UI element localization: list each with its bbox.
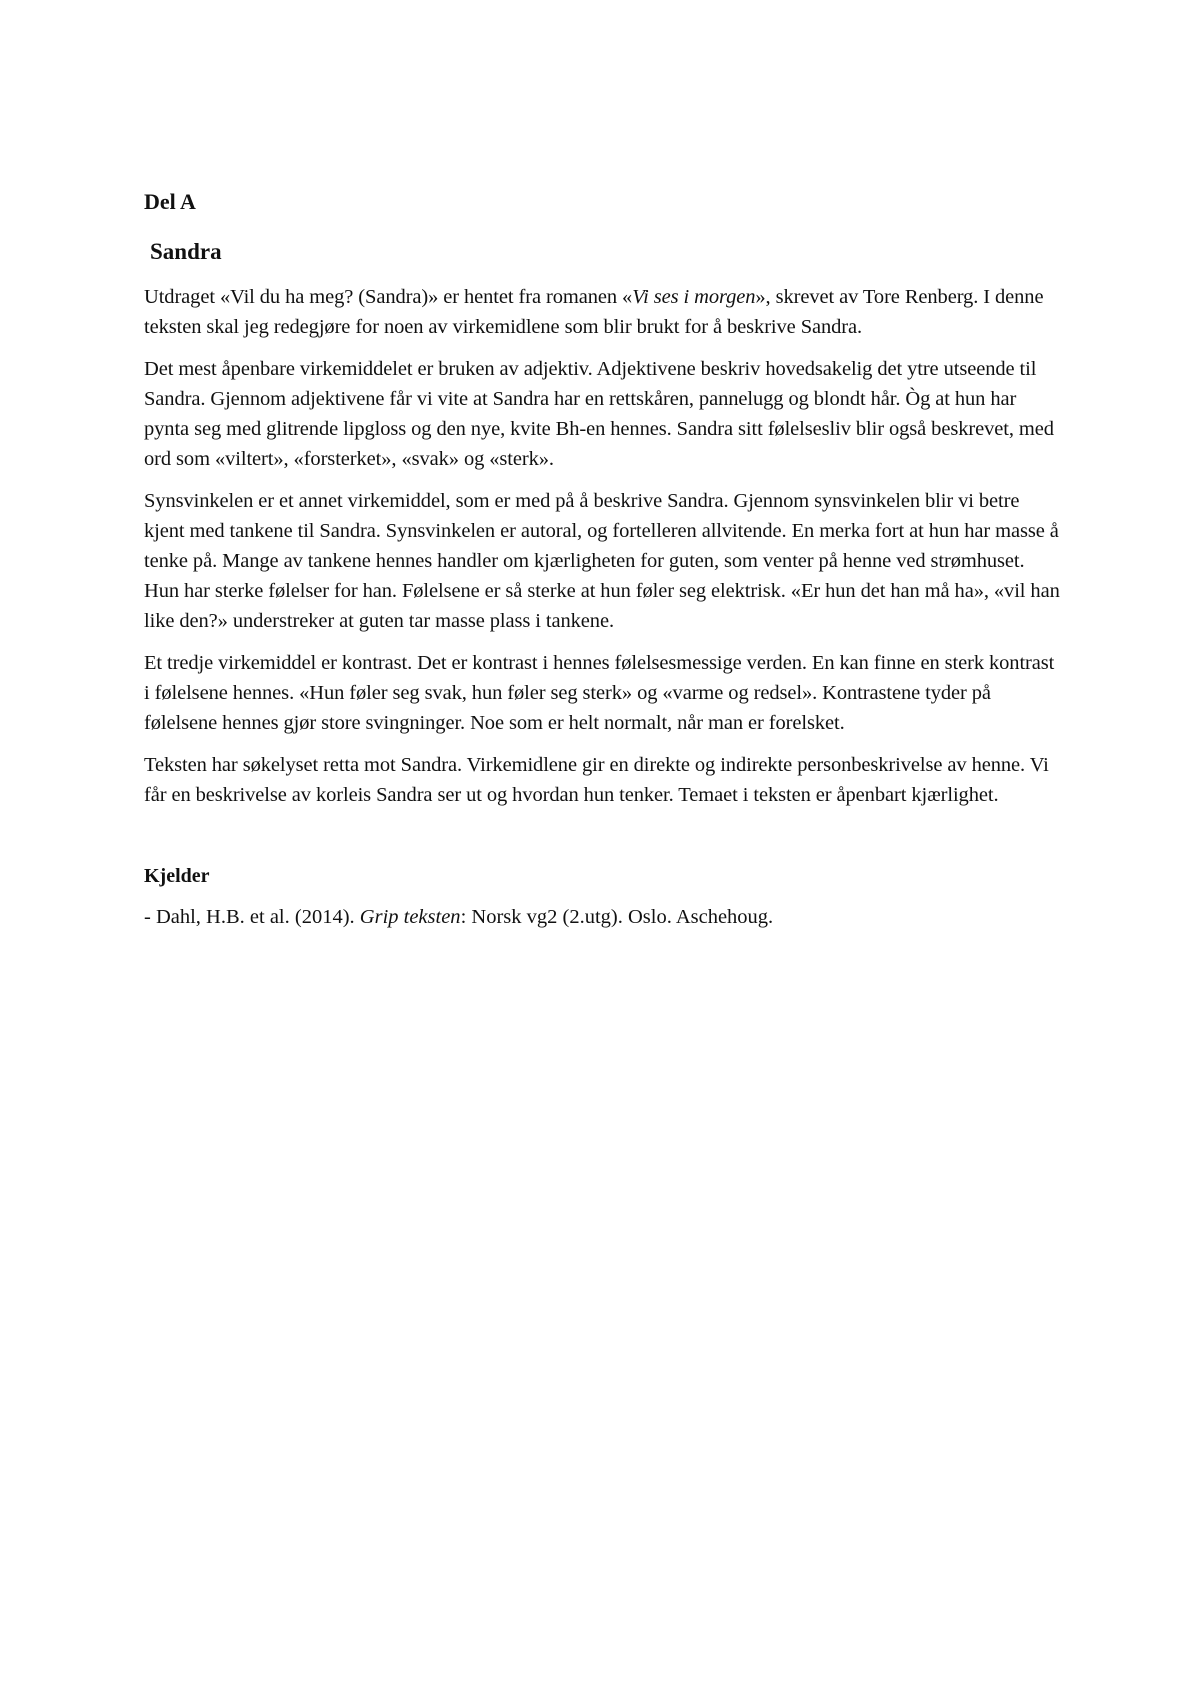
document-title: Sandra [150,239,222,264]
source-book-title: Grip teksten [359,906,461,928]
source-publisher: : Norsk vg2 (2.utg). Oslo. Aschehoug. [460,906,774,928]
source-entry [144,902,1064,932]
intro-text-start: Utdraget «Vil du ha meg? (Sandra)» er hentet fra romanen « [144,286,633,308]
source-authors: - Dahl, H.B. et al. (2014). [144,906,360,928]
book-title: Vi ses i morgen [632,286,756,308]
sources-heading: Kjelder [144,865,210,887]
intro-paragraph [144,282,1064,342]
paragraph-conclusion: Teksten har søkelyset retta mot Sandra. Virkemidlene gir en direkte og indirekte personbeskrivelse av henne. Vi får en beskrivelse av korleis Sandra ser ut og hvordan hun tenker. Temaet i teksten er åpenbart kjærlighet. [144,754,1049,806]
intro-text-end: », skrevet av Tore Renberg. I denne teksten skal jeg redegjøre for noen av virkemidlene som blir brukt for å beskrive Sandra. [144,286,1044,338]
document-body [144,188,1064,932]
section-heading: Del A [144,189,196,214]
paragraph-contrast: Et tredje virkemiddel er kontrast. Det er kontrast i hennes følelsesmessige verden. En kan finne en sterk kontrast i følelsene hennes. «Hun føler seg svak, hun føler seg sterk» og «varme og redsel». Kontrastene tyder på følelsene hennes gjør store svingninger. Noe som er helt normalt, når man er forelsket. [144,652,1055,734]
paragraph-point-of-view: Synsvinkelen er et annet virkemiddel, som er med på å beskrive Sandra. Gjennom synsvinkelen blir vi betre kjent med tankene til Sandra. Synsvinkelen er autoral, og fortelleren allvitende. En merka fort at hun har masse å tenke på. Mange av tankene hennes handler om kjærligheten for guten, som venter på henne ved strømhuset. Hun har sterke følelser for han. Følelsene er så sterke at hun føler seg elektrisk. «Er hun det han må ha», «vil han like den?» understreker at guten tar masse plass i tankene. [144,490,1060,632]
paragraph-adjectives: Det mest åpenbare virkemiddelet er bruken av adjektiv. Adjektivene beskriv hovedsakelig det ytre utseende til Sandra. Gjennom adjektivene får vi vite at Sandra har en rettskåren, pannelugg og blondt hår. Òg at hun har pynta seg med glitrende lipgloss og den nye, kvite Bh-en hennes. Sandra sitt følelsesliv blir også beskrevet, med ord som «viltert», «forsterket», «svak» og «sterk». [144,358,1054,470]
